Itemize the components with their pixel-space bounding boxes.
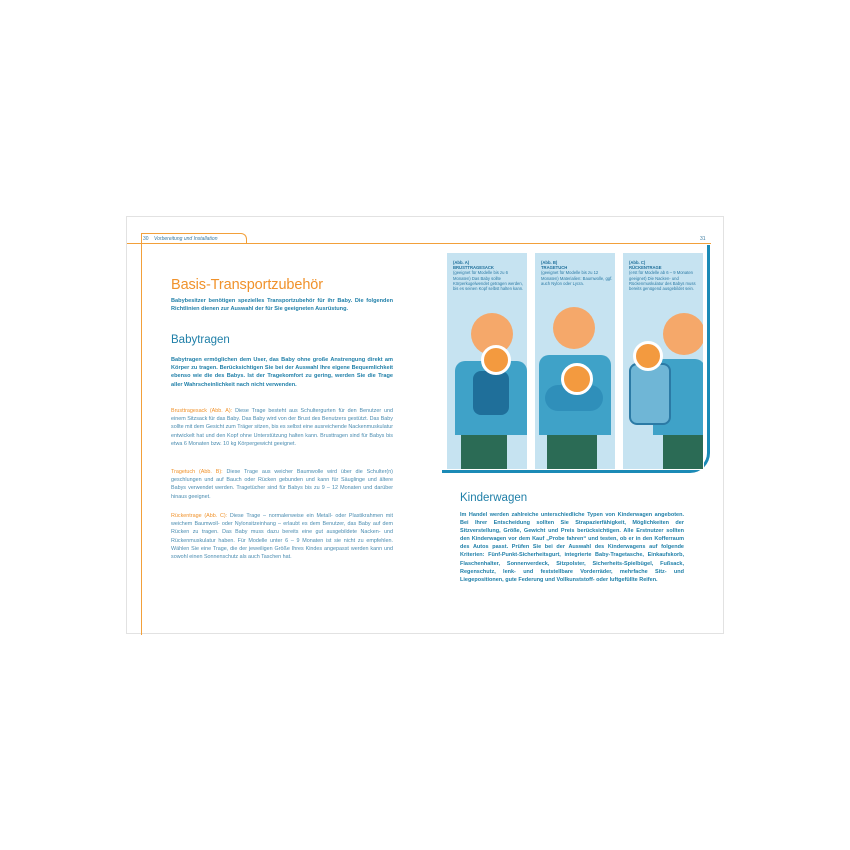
panel-abb-a — [446, 252, 528, 470]
header-rule — [127, 243, 426, 244]
text-tragetuch: Diese Trage aus weicher Baumwolle wird über die Schulter(n) geschlungen und auf Bauch oder Rücken gebunden und kann für Säuglinge und ältere Babys verwendet werden. Tragetücher sind für Babys bis zu 9 – 12 Monaten und darüber hinaus geeignet. — [171, 469, 393, 500]
panel-c-text — [629, 260, 701, 291]
panel-abb-c — [622, 252, 704, 470]
term-tragetuch: Tragetuch (Abb. B): — [171, 469, 223, 475]
panel-b-label: (Abb. B) — [541, 260, 558, 265]
panel-b-title: TRAGETUCH — [541, 265, 568, 271]
item-tragetuch — [171, 468, 393, 501]
panel-b-text — [541, 260, 613, 286]
text-rueckentrage: Diese Trage – normalerweise ein Metall- oder Plastikrahmen mit weichem Baumwoll- oder Nylonsitzeinhang – erlaubt es dem Benutzer, das Baby auf dem Rücken zu tragen. Das Baby muss dazu bereits eine gut ausgebildete Nacken- und Rückenmuskulatur haben. Für Modelle unter 6 – 9 Monaten ist sie nicht zu empfehlen. Wählen Sie eine Trage, die der jeweiligen Größe Ihres Kindes angepasst werden kann und sowohl einen Sonnenschutz als auch Taschen hat. — [171, 513, 393, 561]
panel-c-desc: (erst für Modelle ab 6 – 9 Monaten geeignet) Die Nacken- und Rückenmuskulatur des Babys muss bereits genügend ausgebildet sein. — [629, 270, 696, 292]
panel-a-text — [453, 260, 525, 291]
section-title-babytragen: Babytragen — [171, 334, 230, 346]
left-page — [127, 217, 426, 633]
panel-a-label: (Abb. A) — [453, 260, 470, 265]
term-rueckentrage: Rückentrage (Abb. C): — [171, 513, 228, 519]
adult-head-c — [663, 313, 704, 355]
page-title: Basis-Transportzubehör — [171, 277, 323, 293]
baby-head-a — [481, 345, 511, 375]
panel-b-desc: (geeignet für Modelle bis zu 12 Monaten) Materialien: Baumwolle, ggf. auch Nylon oder Lycra. — [541, 270, 613, 286]
section-title-kinderwagen: Kinderwagen — [460, 492, 528, 504]
baby-carrier-illustration — [442, 245, 710, 473]
page-number-left: 30 — [143, 236, 149, 242]
kinderwagen-text: Im Handel werden zahlreiche unterschiedliche Typen von Kinderwagen angeboten. Bei Ihrer Entscheidung sollten Sie Strapazierfähigkeit, Möglichkeiten der Sitzverstellung, Größe, Gewicht und Preis berücksichtigen. Alle Erstnutzer sollten den Kinderwagen vor dem Kauf „Probe fahren“ und testen, ob er in den Kofferraum des Autos passt. Prüfen Sie bei der Auswahl des Kinderwagens auf folgende Kriterien: Fünf-Punkt-Sicherheitsgurt, integrierte Baby-Tragetasche, Einkaufskorb, Flaschenhalter, Sonnenverdeck, Sitzpolster, Sicherheits-Spielbügel, Fußsack, Regenschutz, lenk- und feststellbare Vorderräder, mehrfache Sitz- und Liegepositionen, gute Federung und Vollkunststoff- oder luftgefüllte Reifen. — [460, 512, 684, 583]
page-number-right: 31 — [700, 236, 706, 242]
adult-legs-b — [547, 435, 597, 470]
item-rueckentrage — [171, 512, 393, 561]
book-spread — [126, 216, 724, 634]
adult-head-b — [553, 307, 595, 349]
backpack-carrier-c — [629, 363, 671, 425]
adult-legs-a — [461, 435, 507, 470]
right-page — [426, 217, 725, 633]
adult-legs-c — [663, 435, 703, 470]
text-brusttragesack: Diese Trage besteht aus Schultergurten für den Benutzer und einem Sitzsack für das Baby. Das Baby wird von der Brust des Benutzers gestützt. Das Baby sollte mit dem Gesicht zum Träger sitzen, bis es selbst eine ausreichende Nackenmuskulatur entwickelt hat und den Kopf ohne Unterstützung halten kann. Brusttragen sind für Babys bis etwa 6 Monaten bzw. 10 kg Körpergewicht geeignet. — [171, 408, 393, 447]
intro-paragraph: Babybesitzer benötigen spezielles Transportzubehör für ihr Baby. Die folgenden Richtlinien dienen zur Auswahl der für Sie geeigneten Ausrüstung. — [171, 298, 393, 312]
chest-carrier-a — [473, 371, 509, 415]
margin-rule — [141, 243, 142, 635]
panel-c-title: RÜCKENTRAGE — [629, 265, 662, 271]
panel-a-desc: (geeignet für Modelle bis zu 6 Monaten) Das Baby sollte Körperkugelwendet getragen werden, bis es seinen Kopf selbst halten kann. — [453, 270, 524, 292]
baby-head-b — [561, 363, 593, 395]
panel-abb-b — [534, 252, 616, 470]
baby-head-c — [633, 341, 663, 371]
header-rule-right — [426, 243, 711, 244]
babytragen-intro: Babytragen ermöglichen dem User, das Baby ohne große Anstrengung direkt am Körper zu tragen. Berücksichtigen Sie bei der Auswahl Ihre eigene Bequemlichkeit ebenso wie die des Babys. Ist der Tragekomfort zu gering, werden Sie die Trage aller Wahrscheinlichkeit nach nicht verwenden. — [171, 357, 393, 388]
item-brusttragesack — [171, 407, 393, 448]
chapter-title: Vorbereitung und Installation — [154, 236, 218, 242]
panel-a-title: BRUSTTRAGESACK — [453, 265, 494, 271]
term-brusttragesack: Brusttragesack (Abb. A): — [171, 408, 233, 414]
panel-c-label: (Abb. C) — [629, 260, 646, 265]
